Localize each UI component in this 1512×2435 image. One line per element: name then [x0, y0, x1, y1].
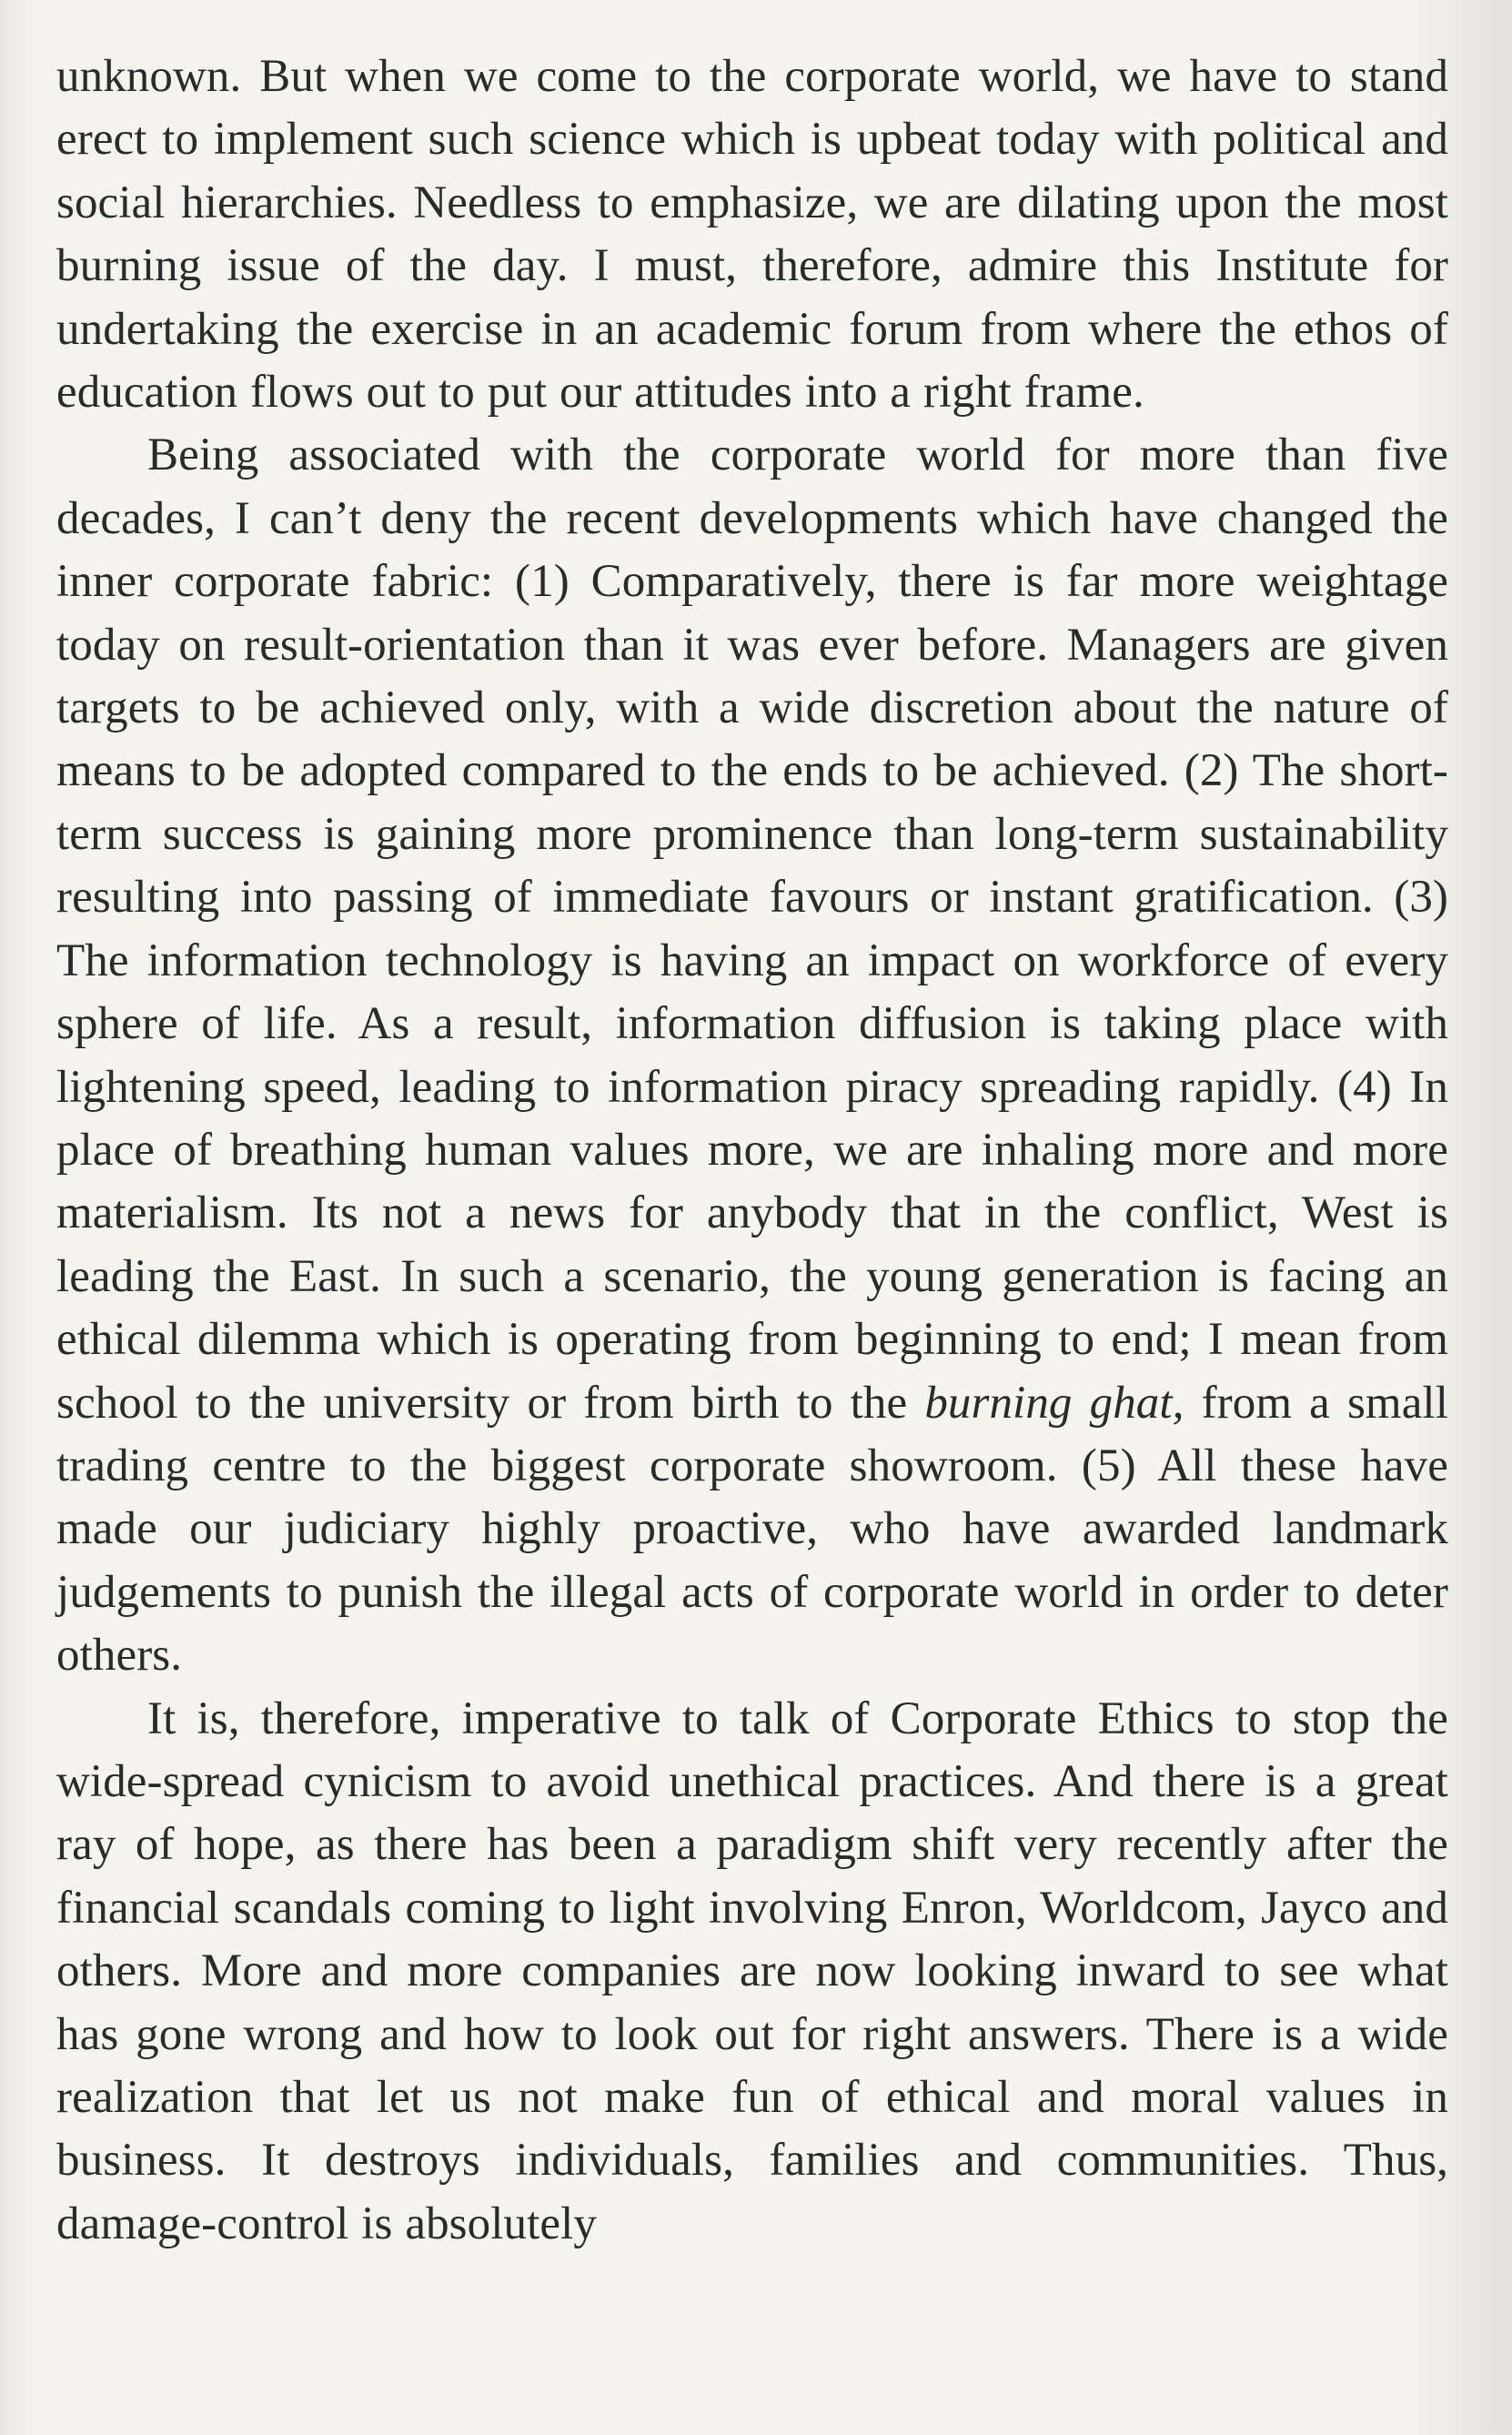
- paragraph-2-text-part-2: from a small trading centre to the biggest corporate showroom. (5) All these have made our judiciary highly proactive, who have awarded landmark judgements to punish the illegal acts of corporate world in order to deter others.: [56, 1377, 1448, 1682]
- paragraph-1-text: unknown. But when we come to the corporate world, we have to stand erect to implement such science which is upbeat today with political and social hierarchies. Needless to emphasize, we are dilating upon the most burning issue of the day. I must, therefore, admire this Institute for undertaking the exercise in an academic forum from where the ethos of education flows out to put our attitudes into a right frame.: [56, 51, 1448, 419]
- paragraph-3-text: It is, therefore, imperative to talk of Corporate Ethics to stop the wide-spread cynicism to avoid unethical practices. And there is a great ray of hope, as there has been a paradigm shift very recently after the financial scandals coming to light involving Enron, Worldcom, Jayco and others. More and more companies are now looking inward to see what has gone wrong and how to look out for right answers. There is a wide realization that let us not make fun of ethical and moral values in business. It destroys individuals, families and communities. Thus, damage-control is absolutely: [56, 1692, 1448, 2249]
- paragraph-2: [56, 424, 1448, 1687]
- paragraph-1: [56, 45, 1448, 424]
- paragraph-2-text-part-1: Being associated with the corporate world for more than five decades, I can’t deny the recent developments which have changed the inner corporate fabric: (1) Comparatively, there is far more weightage today on result-orientation than it was ever before. Managers are given targets to be achieved only, with a wide discretion about the nature of means to be adopted compared to the ends to be achieved. (2) The short-term success is gaining more prominence than long-term sustainability resulting into passing of immediate favours or instant gratification. (3) The information technology is having an impact on workforce of every sphere of life. As a result, information diffusion is taking place with lightening speed, leading to information piracy spreading rapidly. (4) In place of breathing human values more, we are inhaling more and more materialism. Its not a news for anybody that in the conflict, West is leading the East. In such a scenario, the young generation is facing an ethical dilemma which is operating from beginning to end; I mean from school to the university or from birth to the: [56, 429, 1448, 1429]
- paragraph-3: [56, 1688, 1448, 2257]
- italic-term-burning-ghat: burning ghat,: [924, 1377, 1184, 1429]
